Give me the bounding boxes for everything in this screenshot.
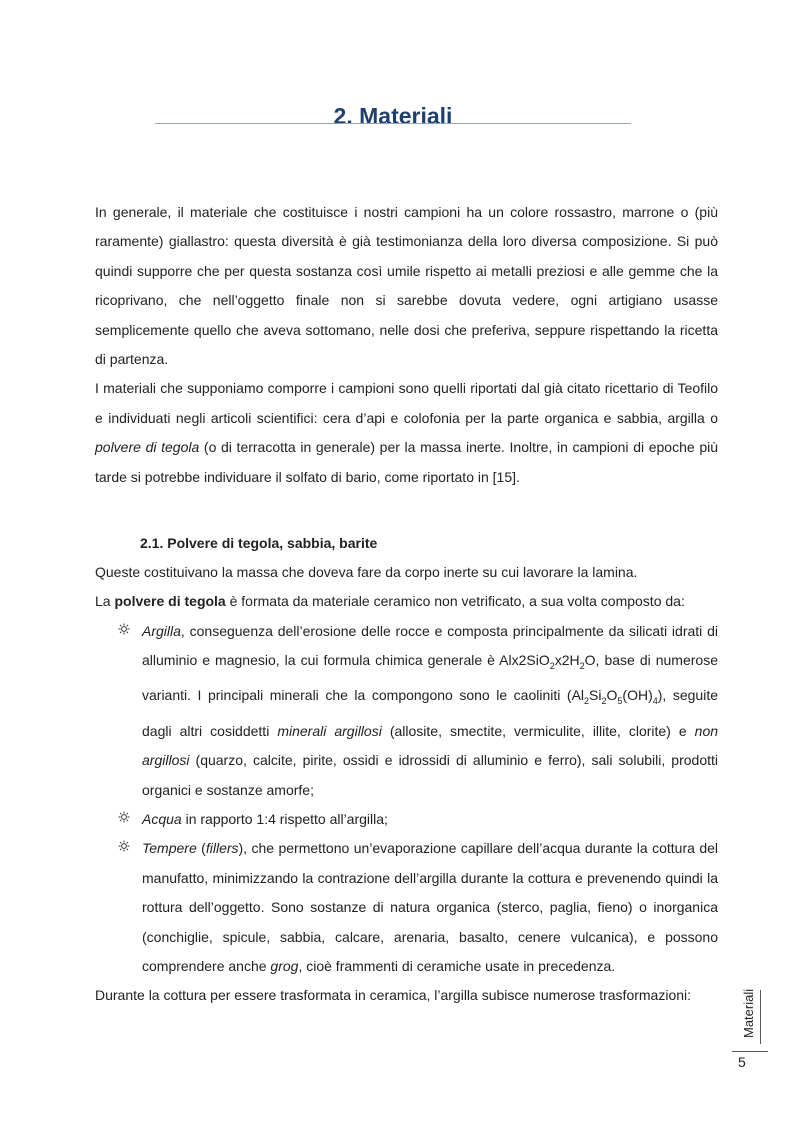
list-item-argilla: Argilla, conseguenza dell’erosione delle rocce e composta principalmente da silicati idrati di alluminio e magnesio, la cui formula chimica generale è $Alx2SiO_2x2H_2O$, base di numerose varianti. I principali minerali che la compongono sono le caoliniti $(Al_2Si_2O_5(OH)_4)$, seguite dagli altri cosiddetti minerali argillosi (allosite, smectite, vermiculite, illite, clorite) e non argillosi (quarzo, calcite, pirite, ossidi e idrossidi di alluminio e ferro), sali solubili, prodotti organici e sostanze amorfe; xyxy=(142,617,718,805)
body-text xyxy=(95,198,718,1011)
sun-bullet-icon xyxy=(118,811,130,823)
component-list xyxy=(95,617,718,981)
footer-divider xyxy=(732,1051,768,1052)
sun-bullet-icon xyxy=(118,623,130,635)
list-item-acqua: Acqua in rapporto 1:4 rispetto all’argilla; xyxy=(142,805,718,834)
section-paragraph-3: Durante la cottura per essere trasformata in ceramica, l’argilla subisce numerose trasformazioni: xyxy=(95,987,692,1004)
list-item-tempere: Tempere (fillers), che permettono un’evaporazione capillare dell’acqua durante la cottura del manufatto, minimizzando la contrazione dell’argilla durante la cottura e prevenendo quindi la rottura dell’oggetto. Sono sostanze di natura organica (sterco, paglia, fieno) o inorganica (conchiglie, spicule, sabbia, calcare, arenaria, basalto, cenere vulcanica), e possono comprendere anche grog, cioè frammenti di ceramiche usate in precedenza. xyxy=(142,834,718,981)
page-title: 2. Materiali xyxy=(333,103,453,130)
intro-paragraph-1: In generale, il materiale che costituisce i nostri campioni ha un colore rossastro, marrone o (più raramente) giallastro: questa diversità è già testimonianza della loro diversa composizione. Si può quindi supporre che per questa sostanza così umile rispetto ai metalli preziosi e alle gemme che la ricoprivano, che nell’oggetto finale non si sarebbe dovuta vedere, ogni artigiano usasse semplicemente quello che aveva sottomano, nelle dosi che preferiva, seppure rispettando la ricetta di partenza. xyxy=(95,204,718,368)
chapter-side-label xyxy=(738,990,761,1044)
page-number: 5 xyxy=(738,1054,746,1070)
section-paragraph-2: La polvere di tegola è formata da materiale ceramico non vetrificato, a sua volta composto da: xyxy=(95,593,685,610)
intro-paragraph-2: I materiali che supponiamo comporre i campioni sono quelli riportati dal già citato ricettario di Teofilo e individuati negli articoli scientifici: cera d’api e colofonia per la parte organica e sabbia, argilla o polvere di tegola (o di terracotta in generale) per la massa inerte. Inoltre, in campioni di epoche più tarde si potrebbe individuare il solfato di bario, come riportato in [15]. xyxy=(95,380,718,485)
title-divider xyxy=(155,123,631,124)
chapter-side-label-text: Materiali xyxy=(741,988,756,1038)
section-heading: 2.1. Polvere di tegola, sabbia, barite xyxy=(140,535,378,552)
section-paragraph-1: Queste costituivano la massa che doveva fare da corpo inerte su cui lavorare la lamina. xyxy=(95,564,638,581)
sun-bullet-icon xyxy=(118,840,130,852)
